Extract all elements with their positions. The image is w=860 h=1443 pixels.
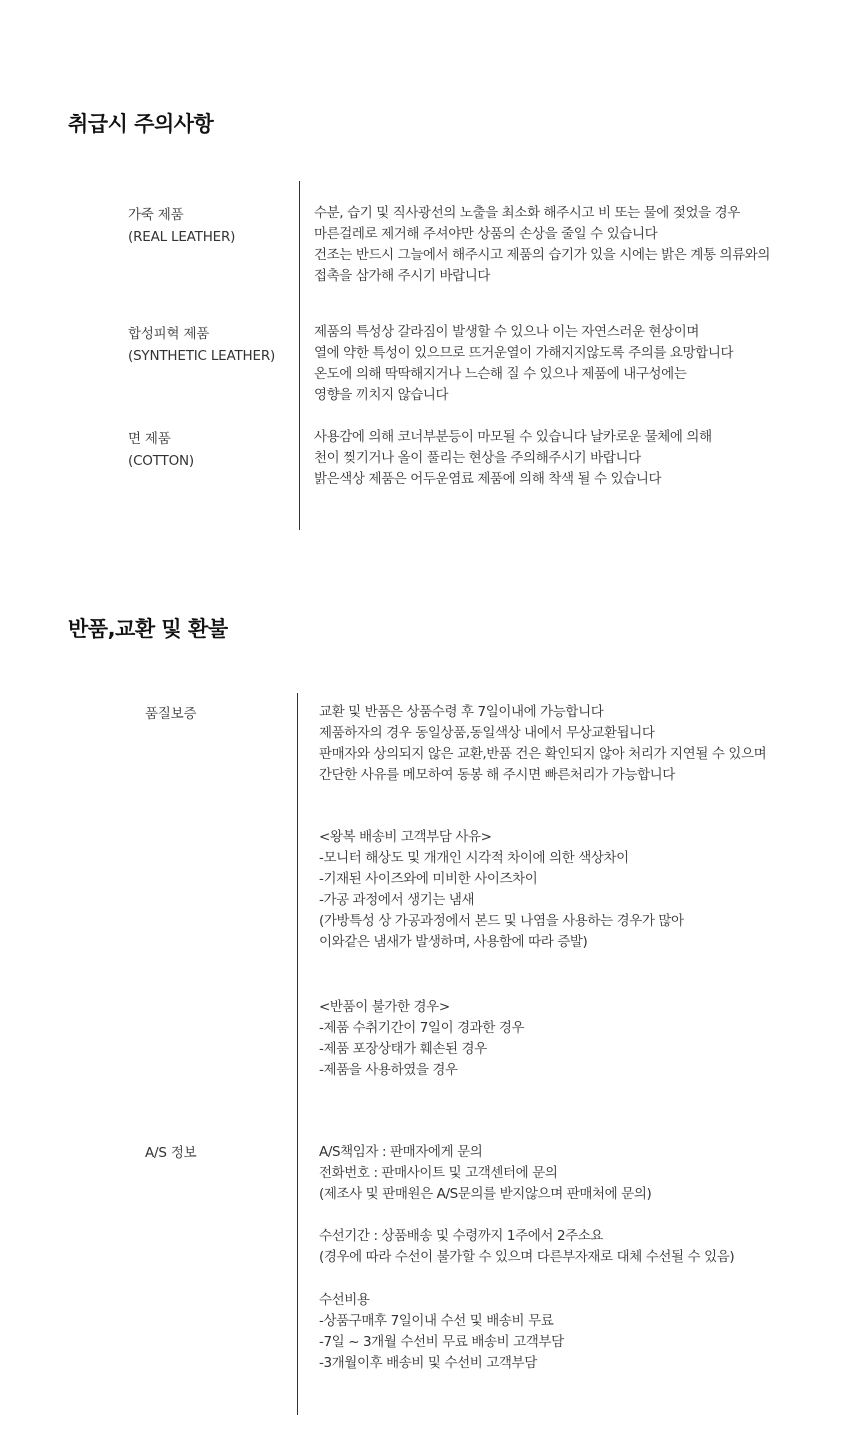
- cotton-label: [128, 428, 194, 472]
- quality-line: 간단한 사유를 메모하여 동봉 해 주시면 빠른처리가 가능합니다: [319, 767, 675, 783]
- leather-line: 마른걸레로 제거해 주셔야만 상품의 손상을 줄일 수 있습니다: [314, 226, 658, 242]
- care-section-title: 취급시 주의사항: [68, 112, 214, 136]
- as-contact-line: (제조사 및 판매원은 A/S문의를 받지않으며 판매처에 문의): [319, 1186, 652, 1202]
- as-cost-line: -3개월이후 배송비 및 수선비 고객부담: [319, 1355, 537, 1371]
- cotton-name-ko: 면 제품: [128, 431, 171, 447]
- leather-line: 접촉을 삼가해 주시기 바랍니다: [314, 268, 491, 284]
- as-period-line: (경우에 따라 수선이 불가할 수 있으며 다른부자재로 대체 수선될 수 있음): [319, 1249, 735, 1265]
- leather-name-en: (REAL LEATHER): [128, 229, 236, 245]
- quality-label: 품질보증: [145, 706, 197, 722]
- no-return-line: <반품이 불가한 경우>: [319, 999, 450, 1015]
- leather-description: [314, 203, 770, 287]
- as-contact-line: A/S책임자 : 판매자에게 문의: [319, 1144, 483, 1160]
- no-return-line: -제품 수취기간이 7일이 경과한 경우: [319, 1020, 525, 1036]
- leather-name-ko: 가죽 제품: [128, 207, 184, 223]
- shipping-line: 이와같은 냄새가 발생하며, 사용함에 따라 증발): [319, 934, 588, 950]
- leather-label: [128, 204, 235, 248]
- synthetic-line: 온도에 의해 딱딱해지거나 느슨해 질 수 있으나 제품에 내구성에는: [314, 366, 687, 382]
- quality-description: [319, 702, 766, 786]
- cotton-line: 사용감에 의해 코너부분등이 마모될 수 있습니다 날카로운 물체에 의해: [314, 429, 712, 445]
- leather-line: 수분, 습기 및 직사광선의 노출을 최소화 해주시고 비 또는 물에 젖었을 경우: [314, 205, 740, 221]
- synthetic-name-en: (SYNTHETIC LEATHER): [128, 348, 276, 364]
- returns-divider-line: [297, 693, 298, 1415]
- returns-section-title: 반품,교환 및 환불: [68, 617, 228, 641]
- synthetic-name-ko: 합성피혁 제품: [128, 326, 210, 342]
- as-cost-description: [319, 1290, 564, 1374]
- cotton-description: [314, 427, 712, 490]
- synthetic-line: 영향을 끼치지 않습니다: [314, 387, 449, 403]
- as-period-description: [319, 1226, 734, 1268]
- as-contact-description: [319, 1142, 651, 1205]
- as-cost-line: -7일 ~ 3개월 수선비 무료 배송비 고객부담: [319, 1334, 564, 1350]
- shipping-line: -가공 과정에서 생기는 냄새: [319, 892, 475, 908]
- shipping-line: -모니터 해상도 및 개개인 시각적 차이에 의한 색상차이: [319, 850, 629, 866]
- shipping-line: -기재된 사이즈와에 미비한 사이즈차이: [319, 871, 538, 887]
- care-divider-line: [299, 181, 300, 530]
- no-return-description: [319, 997, 524, 1081]
- synthetic-description: [314, 322, 733, 406]
- synthetic-line: 제품의 특성상 갈라짐이 발생할 수 있으나 이는 자연스러운 현상이며: [314, 324, 700, 340]
- shipping-line: (가방특성 상 가공과정에서 본드 및 나염을 사용하는 경우가 많아: [319, 913, 684, 929]
- leather-line: 건조는 반드시 그늘에서 해주시고 제품의 습기가 있을 시에는 밝은 계통 의류와의: [314, 247, 771, 263]
- shipping-fee-description: [319, 827, 684, 953]
- as-info-label: A/S 정보: [145, 1145, 197, 1161]
- cotton-name-en: (COTTON): [128, 453, 194, 469]
- as-contact-line: 전화번호 : 판매사이트 및 고객센터에 문의: [319, 1165, 558, 1181]
- as-cost-line: 수선비용: [319, 1292, 370, 1308]
- synthetic-label: [128, 323, 275, 367]
- quality-line: 교환 및 반품은 상품수령 후 7일이내에 가능합니다: [319, 704, 604, 720]
- quality-line: 판매자와 상의되지 않은 교환,반품 건은 확인되지 않아 처리가 지연될 수 있으며: [319, 746, 767, 762]
- as-cost-line: -상품구매후 7일이내 수선 및 배송비 무료: [319, 1313, 554, 1329]
- synthetic-line: 열에 약한 특성이 있으므로 뜨거운열이 가해지지않도록 주의를 요망합니다: [314, 345, 734, 361]
- shipping-line: <왕복 배송비 고객부담 사유>: [319, 829, 492, 845]
- cotton-line: 밝은색상 제품은 어두운염료 제품에 의해 착색 될 수 있습니다: [314, 471, 662, 487]
- no-return-line: -제품을 사용하였을 경우: [319, 1062, 458, 1078]
- quality-line: 제품하자의 경우 동일상품,동일색상 내에서 무상교환됩니다: [319, 725, 655, 741]
- cotton-line: 천이 찢기거나 올이 풀리는 현상을 주의해주시기 바랍니다: [314, 450, 641, 466]
- as-period-line: 수선기간 : 상품배송 및 수령까지 1주에서 2주소요: [319, 1228, 604, 1244]
- no-return-line: -제품 포장상태가 훼손된 경우: [319, 1041, 487, 1057]
